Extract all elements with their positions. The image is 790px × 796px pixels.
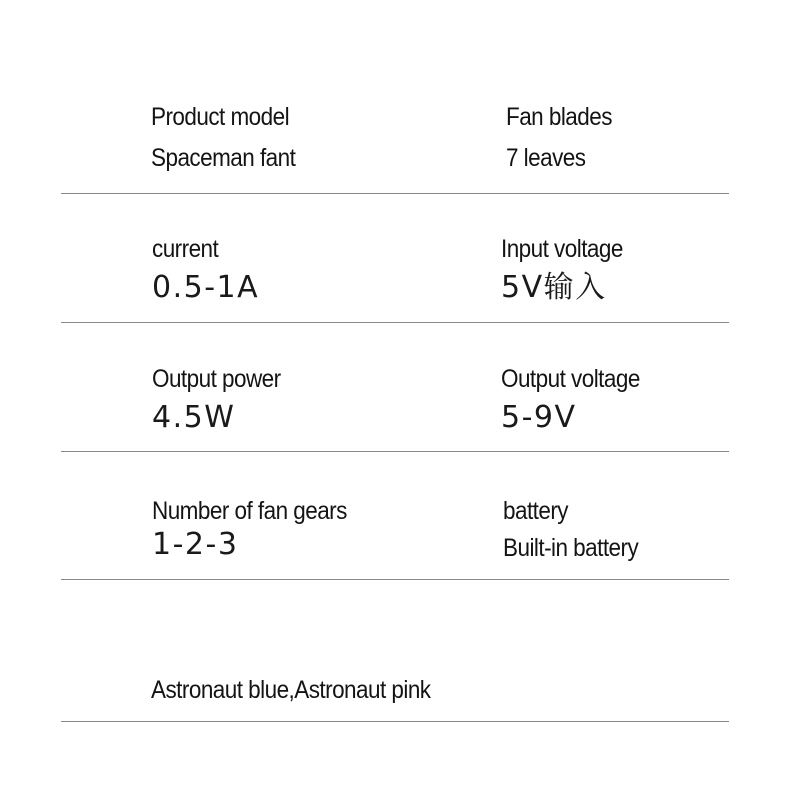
spec-input-voltage — [501, 234, 636, 306]
spec-product-model — [151, 102, 311, 173]
spec-label: Number of fan gears — [152, 497, 347, 525]
color-options-text: Astronaut blue,Astronaut pink — [151, 676, 431, 704]
spec-value: Built-in battery — [503, 534, 639, 562]
spec-label: Fan blades — [506, 103, 612, 131]
spec-label: battery — [503, 497, 569, 525]
spec-value: Spaceman fant — [151, 144, 296, 172]
row-divider — [61, 322, 729, 323]
spec-fan-gears — [152, 496, 369, 563]
spec-value: 7 leaves — [506, 144, 586, 172]
color-options — [151, 675, 462, 705]
spec-fan-blades — [506, 102, 624, 173]
spec-current — [152, 234, 259, 306]
spec-output-power — [152, 364, 295, 436]
spec-label: Input voltage — [501, 235, 623, 263]
spec-value: 1-2-3 — [152, 527, 239, 562]
spec-label: Output power — [152, 365, 281, 393]
row-divider — [61, 451, 729, 452]
spec-output-voltage — [501, 364, 655, 436]
spec-value: 5-9V — [501, 400, 577, 435]
spec-label: Product model — [151, 103, 290, 131]
spec-label: Output voltage — [501, 365, 640, 393]
spec-value: 5V输入 — [501, 270, 607, 305]
bottom-divider — [61, 721, 729, 722]
spec-label: current — [152, 235, 219, 263]
spec-battery — [503, 496, 653, 563]
spec-value: 4.5W — [152, 400, 236, 435]
spec-value: 0.5-1A — [152, 270, 260, 305]
row-divider — [61, 193, 729, 194]
row-divider — [61, 579, 729, 580]
